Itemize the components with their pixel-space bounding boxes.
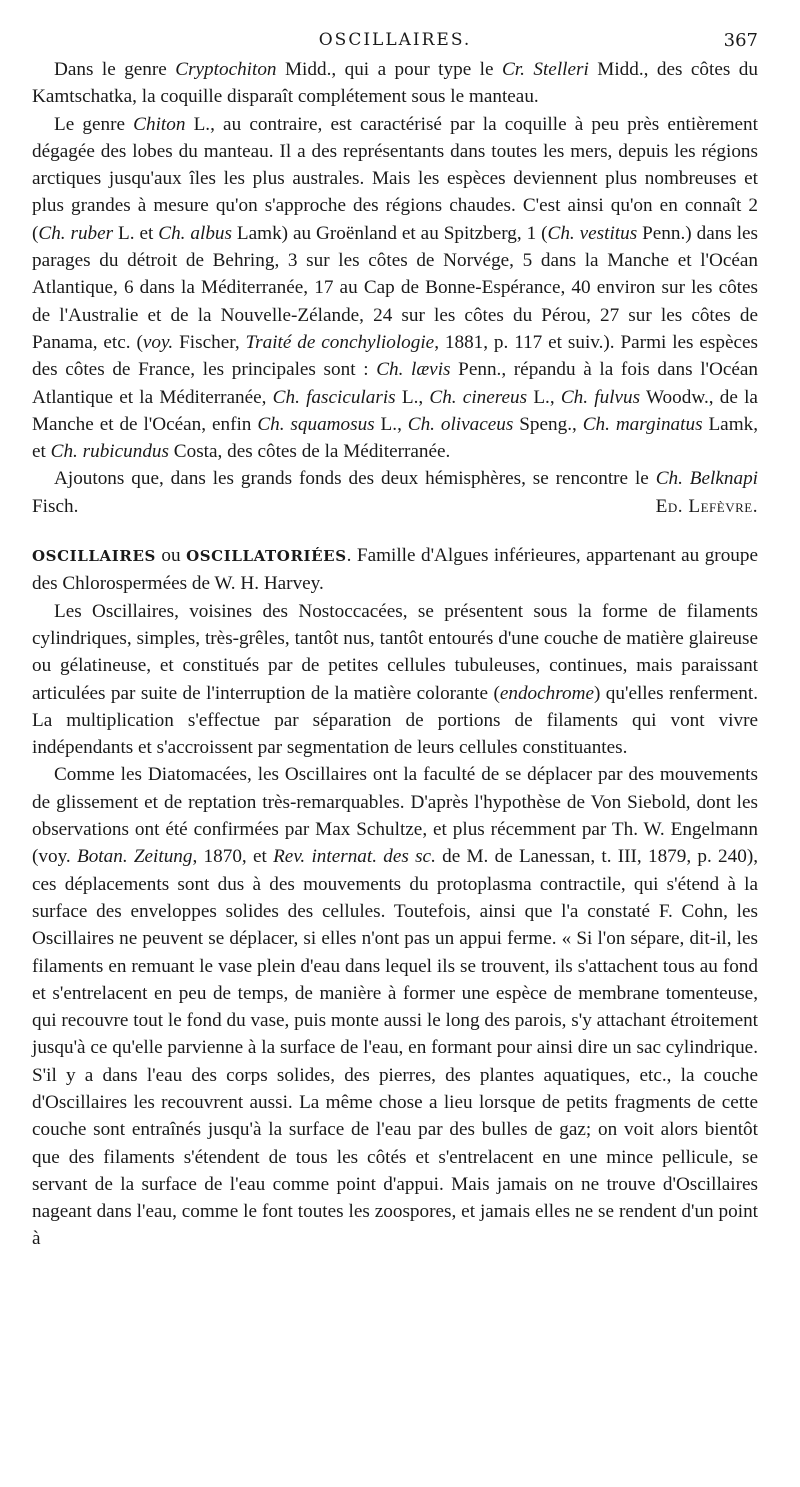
page-number: 367 [723,30,758,51]
paragraph-filaments: Les Oscillaires, voisines des Nostoccacées, se présentent sous la forme de filaments cylindriques, simples, très-grêles, tantôt nus, tantôt entourés d'une couche de matière glaireuse ou gélatineuse, et constitués par de petites cellules tubuleuses, continues, mais paraissant articulées par suite de l'interruption de la matière colorante (endochrome) qu'elles renferment. La multiplication s'effectue par séparation de portions de filaments qui vont vivre indépendants et s'accroissent par segmentation de leurs cellules constituantes. [32,600,758,759]
paragraph-chiton-genus: Le genre Chiton L., au contraire, est caractérisé par la coquille à peu près entièrement dégagée des lobes du manteau. Il a des représentants dans toutes les mers, depuis les régions arctiques jusqu'aux îles les plus australes. Mais les espèces deviennent plus nombreuses et plus grandes à mesure qu'on s'approche des régions chaudes. C'est ainsi qu'on en connaît 2 (Ch. ruber L. et Ch. albus Lamk) au Groënland et au Spitzberg, 1 (Ch. vestitus Penn.) dans les parages du détroit de Behring, 3 sur les côtes de Norvége, 5 dans la Manche et l'Océan Atlantique, 6 dans la Méditerranée, 17 au Cap de Bonne-Espérance, 40 environ sur les côtes de l'Australie et de la Nouvelle-Zélande, 24 sur les côtes du Pérou, 27 sur les côtes de Panama, etc. (voy. Fischer, Traité de conchyliologie, 1881, p. 117 et suiv.). Parmi les espèces des côtes de France, les principales sont : Ch. lævis Penn., répandu à la fois dans l'Océan Atlantique et la Méditerranée, Ch. fascicularis L., Ch. cinereus L., Ch. fulvus Woodw., de la Manche et de l'Océan, enfin Ch. squamosus L., Ch. olivaceus Speng., Ch. marginatus Lamk, et Ch. rubicundus Costa, des côtes de la Méditerranée. [32,113,759,463]
running-title: OSCILLAIRES. [318,30,472,50]
section-divider [32,520,758,542]
headword-oscillatoriees: OSCILLATORIÉES [186,547,347,566]
author-signature: Ed. Lefèvre. [655,495,758,517]
entry-heading-oscillaires: OSCILLAIRES ou OSCILLATORIÉES. Famille d'Algues inférieures, appartenant au groupe des Chlorospermées de W. H. Harvey. [32,545,758,595]
paragraph-belknapi: Ajoutons que, dans les grands fonds des deux hémisphères, se rencontre le Ch. Belknapi Fisch. [32,468,758,517]
page [32,30,758,1253]
paragraph-cryptochiton: Dans le genre Cryptochiton Midd., qui a pour type le Cr. Stelleri Midd., des côtes du Kamtschatka, la coquille disparaît complétement sous le manteau. [32,59,758,108]
entry-definition: . Famille d'Algues inférieures, appartenant au groupe des Chlorospermées de W. H. Harvey. [32,545,758,595]
running-header [32,30,758,56]
paragraph-mouvements: Comme les Diatomacées, les Oscillaires ont la faculté de se déplacer par des mouvements de glissement et de reptation très-remarquables. D'après l'hypothèse de Von Siebold, dont les observations ont été confirmées par Max Schultze, et plus récemment par Th. W. Engelmann (voy. Botan. Zeitung, 1870, et Rev. internat. des sc. de M. de Lanessan, t. III, 1879, p. 240), ces déplacements sont dus à des mouvements du protoplasma contractile, qui s'étend à la surface des enveloppes solides des cellules. Toutefois, ainsi que l'a constaté F. Cohn, les Oscillaires ne peuvent se déplacer, si elles n'ont pas un appui ferme. « Si l'on sépare, dit-il, les filaments en remuant le vase plein d'eau dans lequel ils se trouvent, ils s'attachent tous au fond et s'entrelacent en peu de temps, de manière à former une espèce de membrane tomenteuse, qui recouvre tout le fond du vase, puis monte aussi le long des parois, s'y attachant étroitement jusqu'à ce qu'elle parvienne à la surface de l'eau, en formant pour ainsi dire un sac cylindrique. S'il y a dans l'eau des corps solides, des pierres, des plantes aquatiques, etc., la couche d'Oscillaires les recouvrent aussi. La même chose a lieu lorsque de petits fragments de cette couche sont entraînés jusqu'à la surface de l'eau par des bulles de gaz; on voit alors bientôt que des filaments s'étendent de tous les côtés et s'entrelacent en une mince pellicule, se servant de la surface de l'eau comme point d'appui. Mais jamais on ne trouve d'Oscillaires nageant dans l'eau, comme le font toutes les zoospores, et jamais elles ne se rendent d'un point à [32,764,759,1250]
headword-oscillaires: OSCILLAIRES [32,547,156,566]
